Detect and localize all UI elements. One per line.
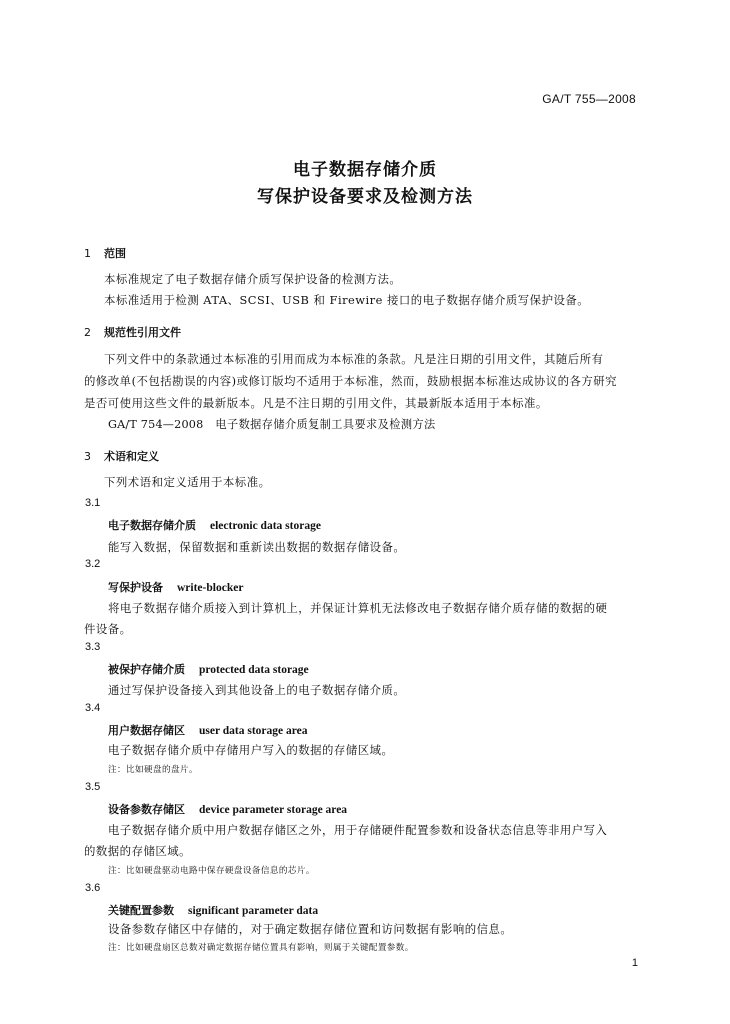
term-chinese: 写保护设备 bbox=[108, 581, 163, 594]
paragraph: 本标准适用于检测 ATA、SCSI、USB 和 Firewire 接口的电子数据存储介质写保护设备。 bbox=[104, 293, 590, 307]
term-definition: 设备参数存储区中存储的，对于确定数据存储位置和访问数据有影响的信息。 bbox=[108, 922, 513, 936]
term-chinese: 电子数据存储介质 bbox=[108, 519, 196, 532]
term-note: 注：比如硬盘驱动电路中保存硬盘设备信息的芯片。 bbox=[108, 866, 315, 876]
term-definition-line: 件设备。 bbox=[84, 622, 132, 636]
term-definition: 能写入数据，保留数据和重新读出数据的数据存储设备。 bbox=[108, 540, 406, 554]
paragraph: 本标准规定了电子数据存储介质写保护设备的检测方法。 bbox=[104, 272, 402, 286]
term-definition-line: 的数据的存储区域。 bbox=[84, 844, 192, 858]
section-title: 范围 bbox=[104, 247, 126, 260]
paragraph-line: 是否可使用这些文件的最新版本。凡是不注日期的引用文件，其最新版本适用于本标准。 bbox=[84, 396, 548, 410]
term-definition-line: 将电子数据存储介质接入到计算机上，并保证计算机无法修改电子数据存储介质存储的数据的硬 bbox=[108, 601, 608, 615]
term-english: protected data storage bbox=[199, 664, 309, 676]
paragraph: 下列术语和定义适用于本标准。 bbox=[104, 475, 271, 489]
title-line-1: 电子数据存储介质 bbox=[293, 160, 437, 180]
term-heading bbox=[108, 722, 308, 738]
term-definition-line: 电子数据存储介质中用户数据存储区之外，用于存储硬件配置参数和设备状态信息等非用户写入 bbox=[108, 823, 608, 837]
section-2-heading bbox=[84, 324, 181, 340]
term-chinese: 用户数据存储区 bbox=[108, 724, 185, 737]
term-heading bbox=[108, 579, 243, 595]
normative-reference bbox=[108, 416, 436, 432]
standard-code: GA/T 755—2008 bbox=[542, 92, 636, 106]
paragraph-line: 下列文件中的条款通过本标准的引用而成为本标准的条款。凡是注日期的引用文件，其随后所有 bbox=[104, 352, 604, 366]
paragraph-line: 的修改单(不包括勘误的内容)或修订版均不适用于本标准，然而，鼓励根据本标准达成协议的各方研究 bbox=[84, 374, 618, 388]
term-chinese: 被保护存储介质 bbox=[108, 663, 185, 676]
term-english: device parameter storage area bbox=[199, 804, 348, 816]
title-line-2: 写保护设备要求及检测方法 bbox=[257, 187, 473, 207]
term-english: electronic data storage bbox=[210, 520, 321, 532]
term-chinese: 设备参数存储区 bbox=[108, 803, 185, 816]
section-1-heading bbox=[84, 245, 126, 261]
term-heading bbox=[108, 661, 309, 677]
clause-number: 3.6 bbox=[85, 882, 101, 894]
clause-number: 3.5 bbox=[85, 781, 101, 793]
reference-code: GA/T 754—2008 bbox=[108, 418, 204, 431]
clause-number: 3.1 bbox=[85, 497, 101, 509]
term-heading bbox=[108, 801, 347, 817]
section-title: 术语和定义 bbox=[104, 450, 159, 463]
section-3-heading bbox=[84, 448, 159, 464]
section-number: 2 bbox=[84, 326, 91, 339]
page-number: 1 bbox=[631, 957, 638, 969]
term-chinese: 关键配置参数 bbox=[108, 904, 174, 917]
term-note: 注：比如硬盘扇区总数对确定数据存储位置具有影响，则属于关键配置参数。 bbox=[108, 943, 414, 953]
clause-number: 3.3 bbox=[85, 641, 101, 653]
section-number: 3 bbox=[84, 450, 91, 463]
clause-number: 3.2 bbox=[85, 558, 101, 570]
section-number: 1 bbox=[84, 247, 91, 260]
section-title: 规范性引用文件 bbox=[104, 326, 181, 339]
term-definition: 电子数据存储介质中存储用户写入的数据的存储区域。 bbox=[108, 743, 394, 757]
term-note: 注：比如硬盘的盘片。 bbox=[108, 765, 198, 775]
clause-number: 3.4 bbox=[85, 702, 101, 714]
term-definition: 通过写保护设备接入到其他设备上的电子数据存储介质。 bbox=[108, 683, 406, 697]
term-english: write-blocker bbox=[177, 582, 244, 594]
reference-title: 电子数据存储介质复制工具要求及检测方法 bbox=[215, 418, 436, 431]
term-english: significant parameter data bbox=[188, 905, 319, 917]
term-heading bbox=[108, 517, 321, 533]
term-english: user data storage area bbox=[199, 725, 308, 737]
term-heading bbox=[108, 902, 318, 918]
